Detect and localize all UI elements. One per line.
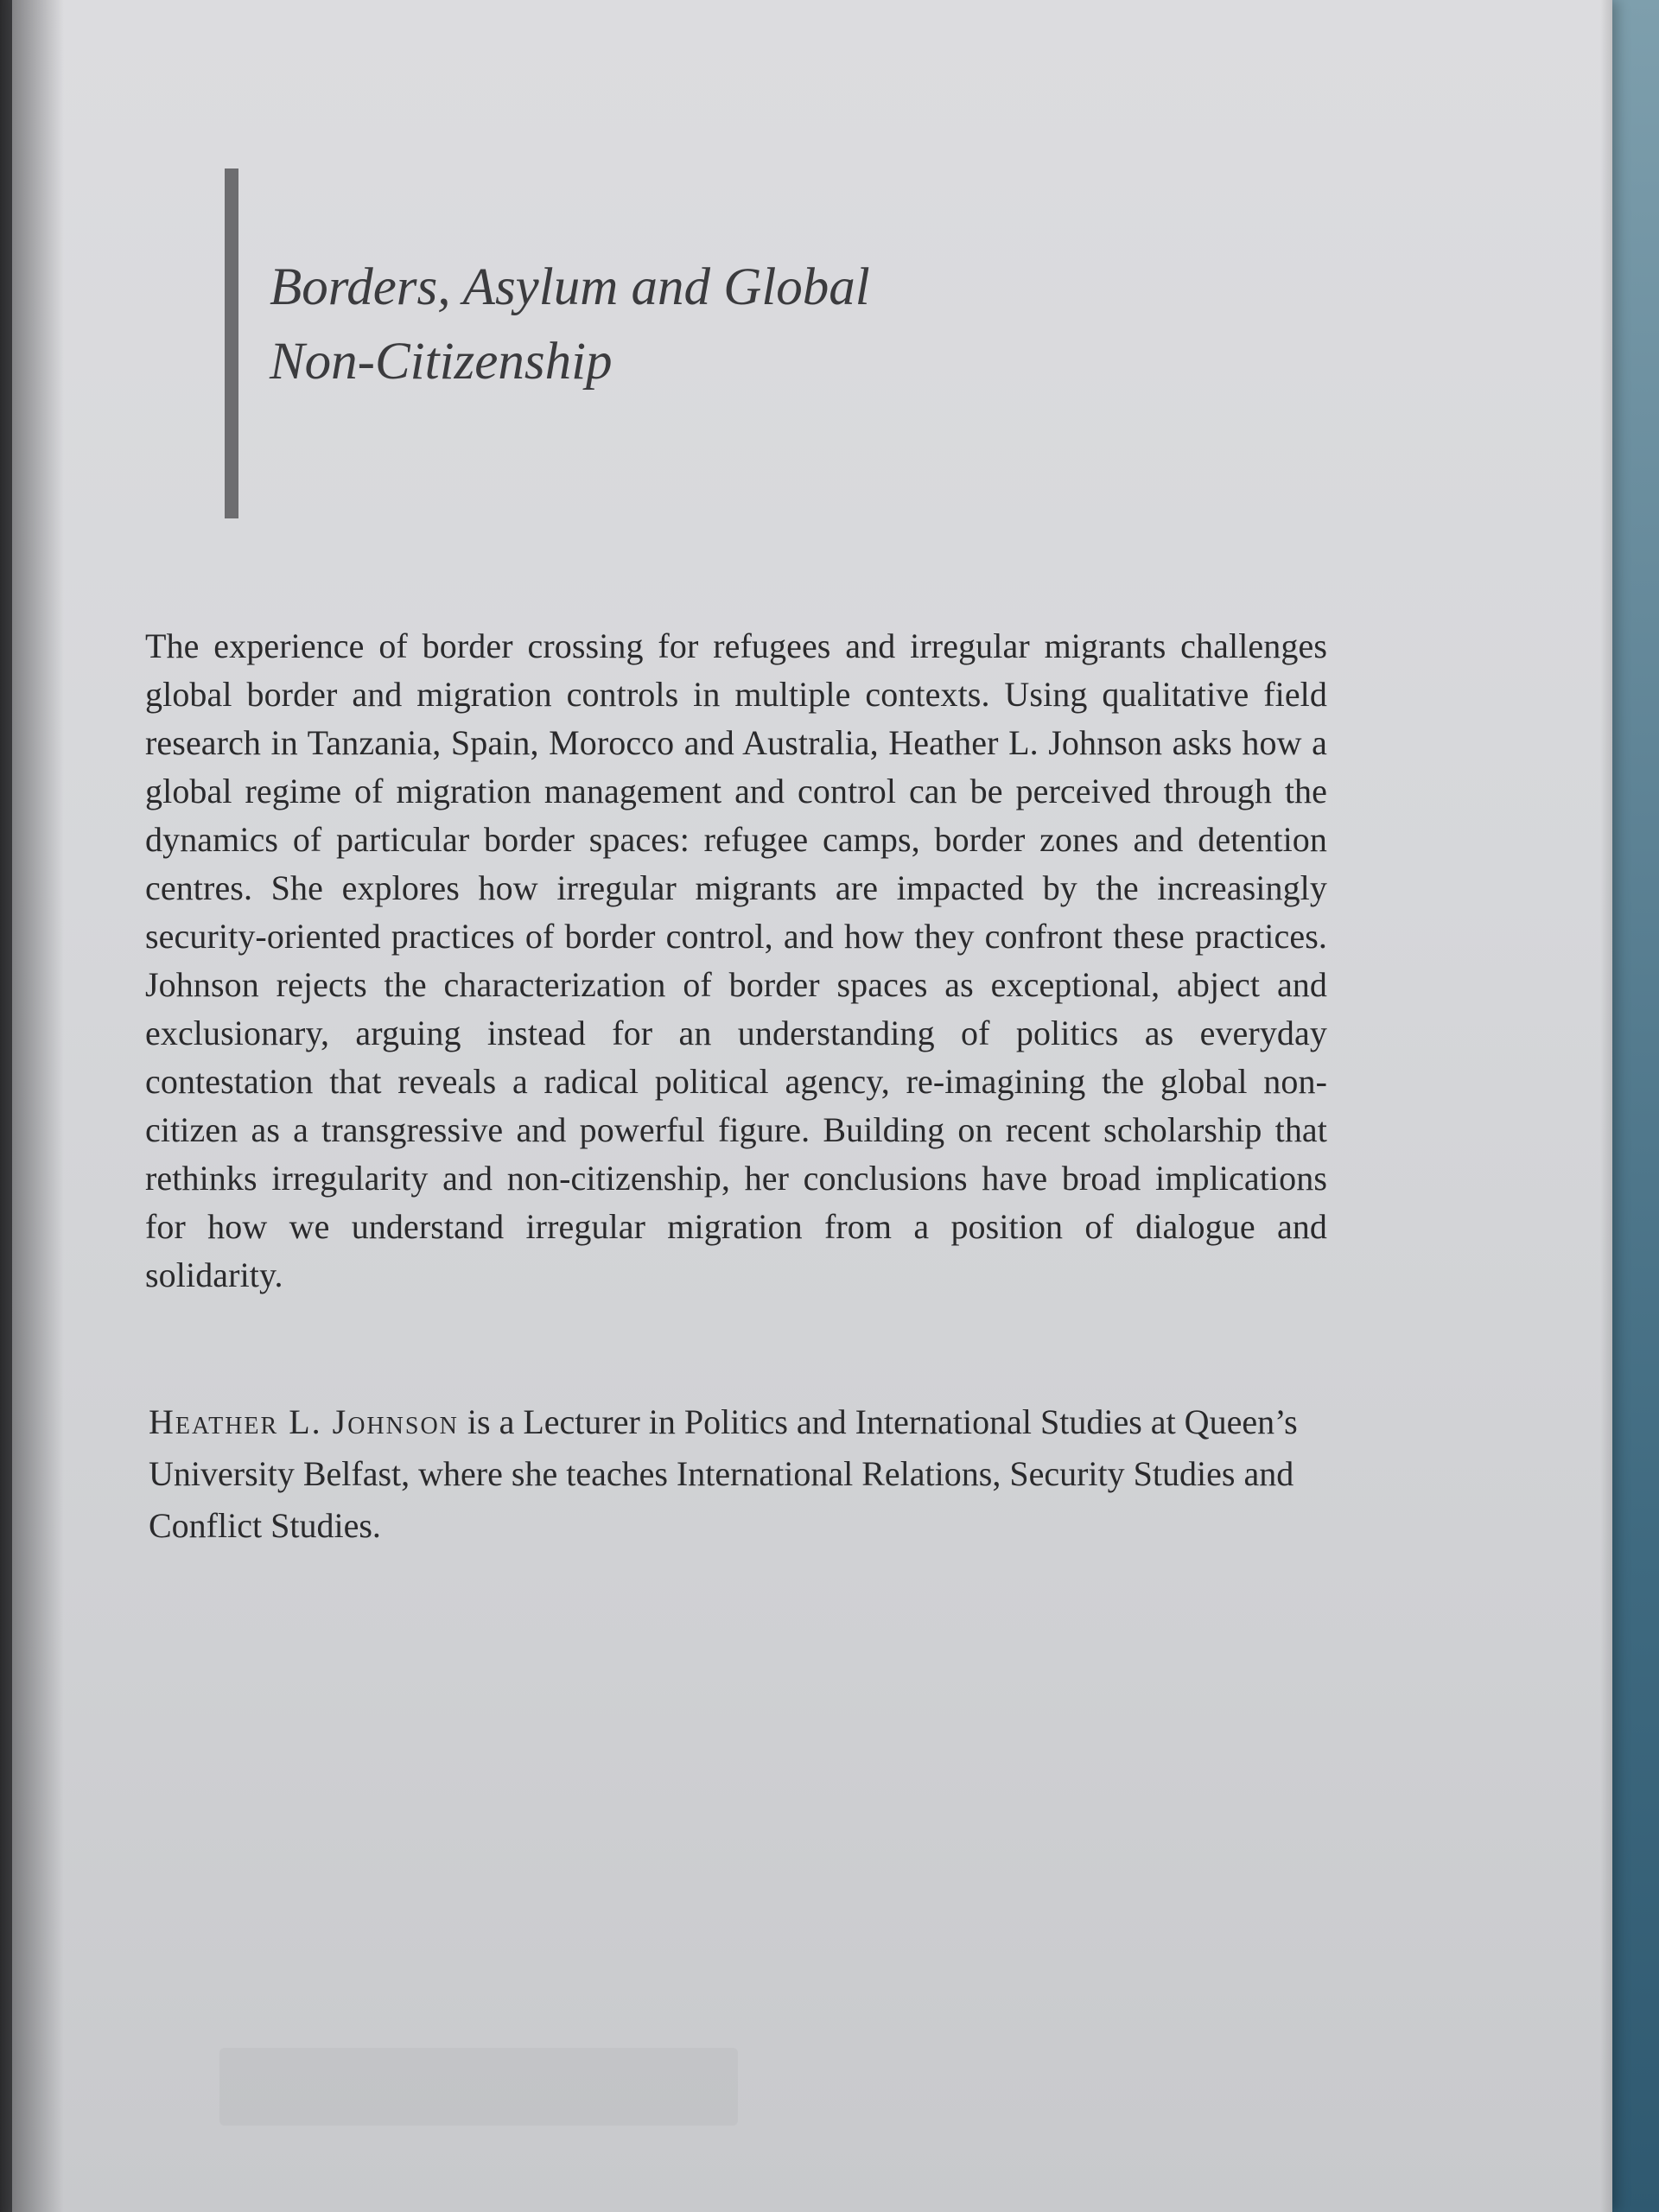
book-title-line-2: Non-Citizenship — [270, 333, 613, 391]
publisher-logo-show-through — [219, 2048, 738, 2126]
author-bio-text: is a Lecturer in Politics and International Studies at Queen’s University Belfast, where she teaches International Relations, Security Studies and Conflict Studies. — [149, 1402, 1298, 1545]
author-bio — [149, 1396, 1331, 1552]
book-description: The experience of border crossing for refugees and irregular migrants challenges global border and migration controls in multiple contexts. Using qualitative field research in Tanzania, Spain, Morocco and Australia, Heather L. Johnson asks how a global regime of migration management and control can be perceived through the dynamics of particular border spaces: refugee camps, border zones and detention centres. She explores how irregular migrants are impacted by the increasingly security-oriented practices of border control, and how they confront these practices. Johnson rejects the characterization of border spaces as exceptional, abject and exclusionary, arguing instead for an understanding of politics as everyday contestation that reveals a radical political agency, re-imagining the global non-citizen as a transgressive and powerful figure. Building on recent scholarship that rethinks irregularity and non-citizenship, her conclusions have broad implications for how we understand irregular migration from a position of dialogue and solidarity. — [145, 626, 1327, 1294]
book-page — [12, 0, 1612, 2212]
book-title-line-1: Borders, Asylum and Global — [270, 258, 870, 316]
title-accent-bar — [225, 168, 238, 518]
author-name: Heather L. Johnson — [149, 1402, 459, 1441]
book-title — [270, 251, 1134, 399]
